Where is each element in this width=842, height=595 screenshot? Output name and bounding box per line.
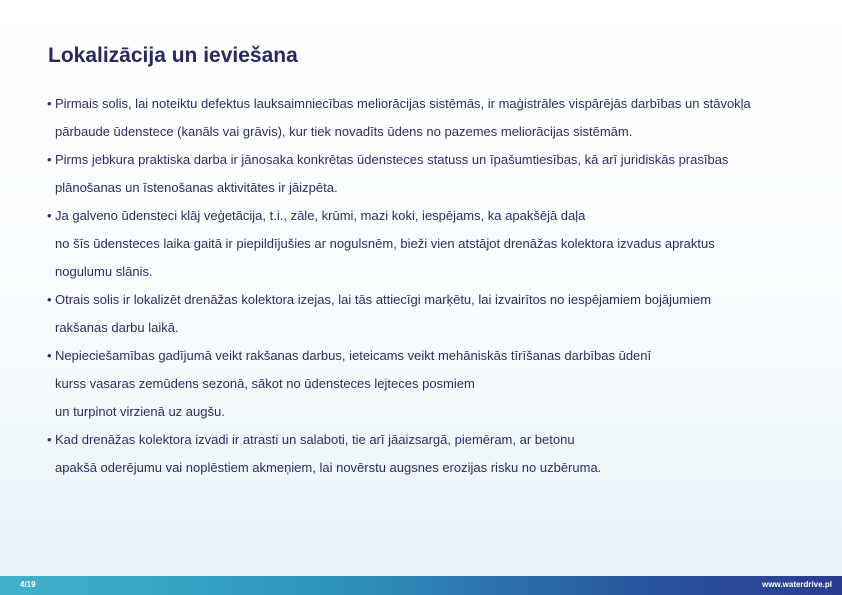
bullet-item [47, 202, 827, 286]
bullet-item [47, 286, 827, 342]
bullet-dot-icon: • [47, 96, 52, 111]
bullet-text-line: Nepieciešamības gadījumā veikt rakšanas darbus, ieteicams veikt mehāniskās tīrīšanas darbības ūdenī [55, 348, 652, 363]
footer-bar [0, 576, 842, 595]
bullet-item [47, 342, 827, 426]
bullet-dot-icon: • [47, 348, 52, 363]
website-link[interactable]: www.waterdrive.pl [762, 580, 832, 589]
bullet-text-line: plānošanas un īstenošanas aktivitātes ir jāizpēta. [55, 180, 338, 195]
bullet-dot-icon: • [47, 208, 52, 223]
bullet-text-line: Pirmais solis, lai noteiktu defektus lauksaimniecības meliorācijas sistēmās, ir maģistrāles vispārējās darbības un stāvokļa [55, 96, 751, 111]
bullet-text-line: Otrais solis ir lokalizēt drenāžas kolektora izejas, lai tās attiecīgi marķētu, lai izvairītos no iespējamiem bojājumiem [55, 292, 712, 307]
bullet-item [47, 146, 827, 202]
bullet-text-line: rakšanas darbu laikā. [55, 320, 179, 335]
bullet-text-line: kurss vasaras zemūdens sezonā, sākot no ūdensteces lejteces posmiem [55, 376, 475, 391]
bullet-dot-icon: • [47, 152, 52, 167]
bullet-list [47, 90, 827, 482]
slide-title: Lokalizācija un ieviešana [48, 44, 298, 67]
bullet-text-line: Pirms jebkura praktiska darba ir jānosaka konkrētas ūdensteces statuss un īpašumtiesības, kā arī juridiskās prasības [55, 152, 729, 167]
bullet-dot-icon: • [47, 432, 52, 447]
bullet-item [47, 90, 827, 146]
bullet-text-line: un turpinot virzienā uz augšu. [55, 404, 225, 419]
bullet-text-line: nogulumu slānis. [55, 264, 153, 279]
bullet-text-line: apakšā oderējumu vai noplēstiem akmeņiem, lai novērstu augsnes erozijas risku no uzbēruma. [55, 460, 602, 475]
bullet-dot-icon: • [47, 292, 52, 307]
bullet-text-line: pārbaude ūdenstece (kanāls vai grāvis), kur tiek novadīts ūdens no pazemes meliorācijas sistēmām. [55, 124, 633, 139]
page-number: 4/19 [20, 580, 36, 589]
bullet-text-line: Kad drenāžas kolektora izvadi ir atrasti un salaboti, tie arī jāaizsargā, piemēram, ar betonu [55, 432, 575, 447]
bullet-text-line: no šīs ūdensteces laika gaitā ir piepildījušies ar nogulsnēm, bieži vien atstājot drenāžas kolektora izvadus apraktus [55, 236, 715, 251]
bullet-item [47, 426, 827, 482]
bullet-text-line: Ja galveno ūdensteci klāj veģetācija, t.i., zāle, krūmi, mazi koki, iespējams, ka apakšējā daļa [55, 208, 586, 223]
